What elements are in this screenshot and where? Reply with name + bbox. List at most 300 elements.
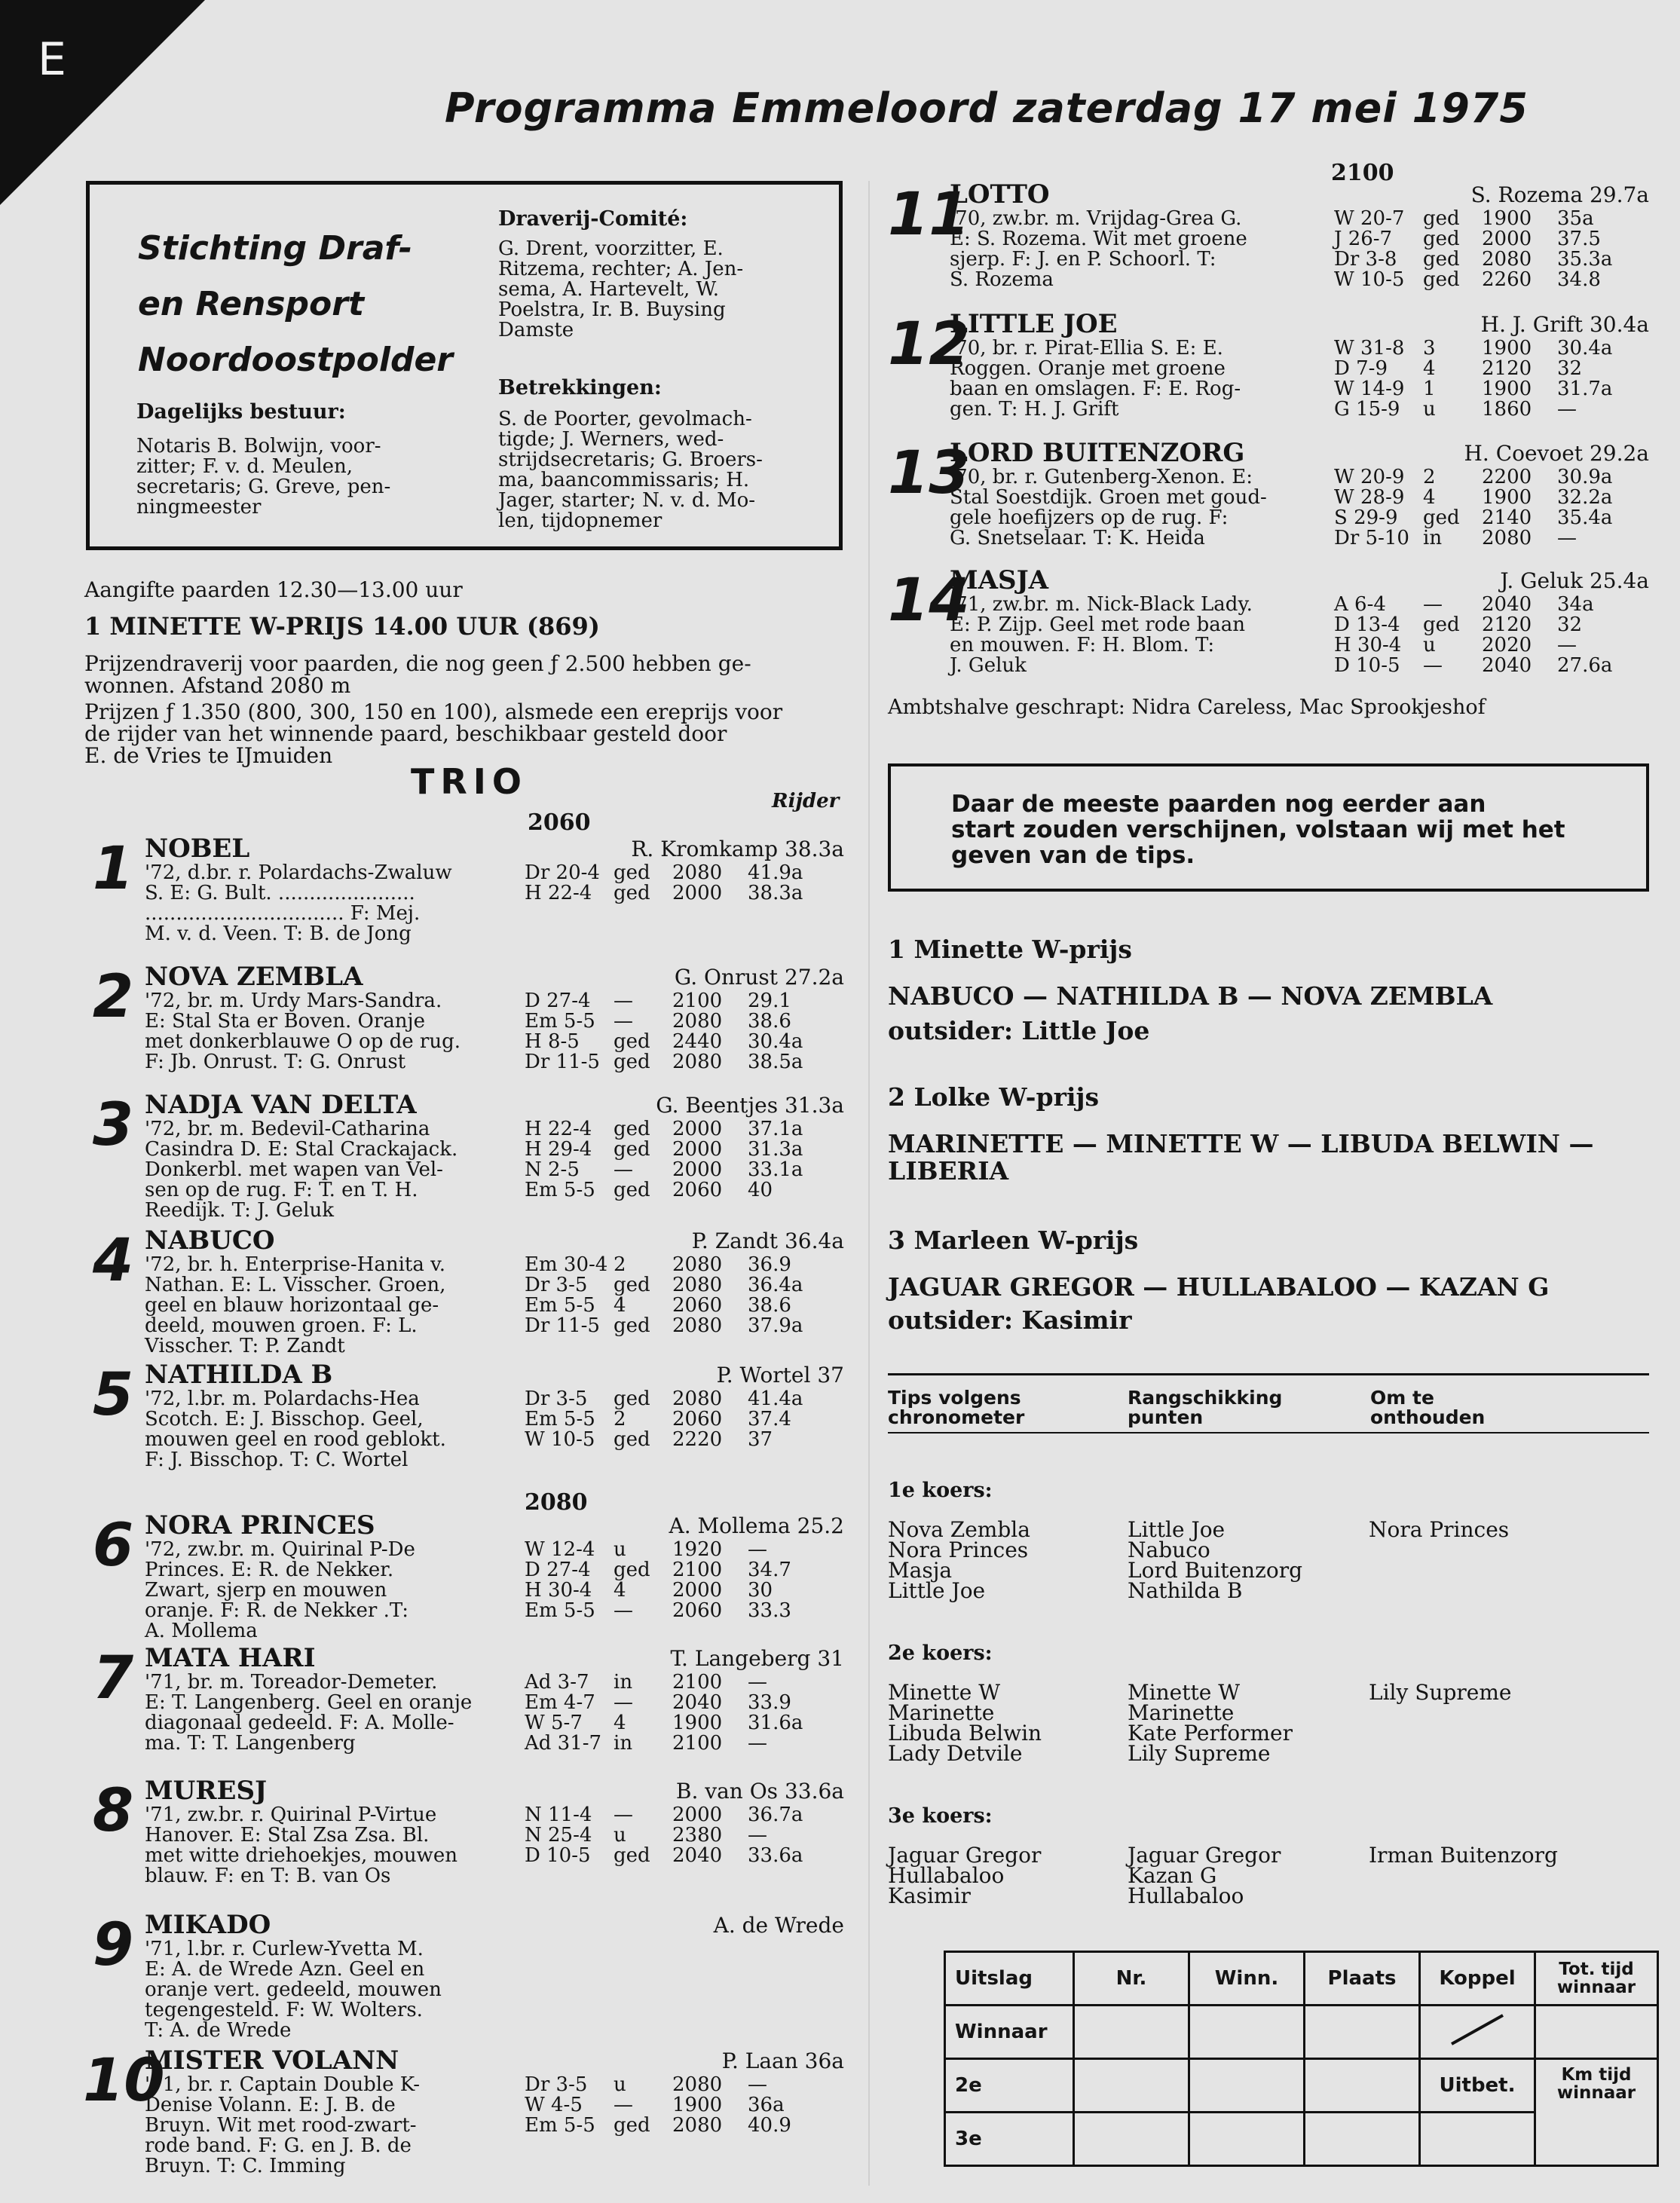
performance-cell: ged xyxy=(614,1118,650,1140)
performance-cell: 2060 xyxy=(672,1179,723,1201)
tip-horse: Kate Performer xyxy=(1128,1721,1293,1746)
tip-horse: Nathilda B xyxy=(1128,1578,1243,1603)
performance-cell: 2060 xyxy=(672,1599,723,1622)
description-line: F: Jb. Onrust. T: G. Onrust xyxy=(145,1051,406,1073)
performance-cell: 2080 xyxy=(672,861,723,884)
horse-performances xyxy=(1334,338,1651,420)
tip-horse: Lily Supreme xyxy=(1369,1680,1512,1705)
performance-cell: W 14-9 xyxy=(1334,378,1405,400)
koers-chrono-list xyxy=(888,1519,1030,1601)
performance-cell: ged xyxy=(1423,613,1460,636)
page-fold xyxy=(868,181,870,2186)
performance-cell: D 10-5 xyxy=(1334,654,1400,677)
performance-cell: W 20-9 xyxy=(1334,466,1405,488)
performance-cell: 2060 xyxy=(672,1408,723,1430)
performance-cell: 1900 xyxy=(1482,378,1532,400)
performance-cell: Dr 20-4 xyxy=(525,861,600,884)
description-line: Hanover. E: Stal Zsa Zsa. Bl. xyxy=(145,1824,430,1847)
horse-rider: H. Coevoet 29.2a xyxy=(1464,441,1649,466)
performance-cell: 38.3a xyxy=(748,882,803,904)
performance-cell: 33.6a xyxy=(748,1844,803,1867)
performance-row xyxy=(525,1275,841,1296)
performance-row xyxy=(1334,270,1651,290)
performance-cell: A 6-4 xyxy=(1334,593,1386,616)
betrekkingen-heading: Betrekkingen: xyxy=(498,376,662,399)
horse-name: NABUCO xyxy=(145,1225,275,1256)
description-line: '70, br. r. Pirat-Ellia S. E: E. xyxy=(950,337,1223,360)
horse-name: LITTLE JOE xyxy=(950,309,1118,339)
performance-cell: ged xyxy=(614,1428,650,1451)
ambtshalve-note: Ambtshalve geschrapt: Nidra Careless, Mac Sprookjeshof xyxy=(888,696,1486,719)
performance-cell: u xyxy=(614,1824,626,1847)
tip-horse: Irman Buitenzorg xyxy=(1369,1843,1558,1868)
horse-name: MATA HARI xyxy=(145,1643,316,1673)
performance-cell: Dr 3-5 xyxy=(525,1388,588,1410)
performance-row xyxy=(525,1560,841,1580)
performance-cell: — xyxy=(1423,654,1443,677)
performance-cell: 2120 xyxy=(1482,613,1532,636)
horse-rider: J. Geluk 25.4a xyxy=(1500,568,1649,593)
performance-cell: 34.7 xyxy=(748,1559,791,1581)
race1-title: 1 MINETTE W-PRIJS 14.00 UUR (869) xyxy=(84,612,600,641)
performance-cell: 2380 xyxy=(672,1824,723,1847)
performance-cell: 2080 xyxy=(672,1274,723,1296)
cell-empty xyxy=(1305,2059,1420,2113)
performance-cell: 2000 xyxy=(672,1804,723,1826)
description-line: F: J. Bisschop. T: C. Wortel xyxy=(145,1449,409,1471)
tip-horse: Minette W xyxy=(888,1680,1000,1705)
performance-cell: 2 xyxy=(614,1253,626,1276)
koers-punten-list xyxy=(1128,1845,1281,1906)
performance-row xyxy=(525,1733,841,1754)
performance-row xyxy=(1334,209,1651,229)
performance-cell: ged xyxy=(1423,506,1460,529)
description-line: '72, br. m. Bedevil-Catharina xyxy=(145,1118,430,1140)
performance-cell: 1 xyxy=(1423,378,1436,400)
performance-row xyxy=(1334,229,1651,249)
koers-onthouden-list xyxy=(1369,1843,1558,1868)
performance-cell: 37.4 xyxy=(748,1408,791,1430)
horse-performances xyxy=(525,1540,841,1621)
performance-row xyxy=(525,1032,841,1052)
performance-cell: u xyxy=(1423,398,1436,421)
col-koppel: Koppel xyxy=(1420,1952,1535,2006)
performance-cell: 37.1a xyxy=(748,1118,803,1140)
performance-row xyxy=(525,1409,841,1430)
cell-empty xyxy=(1305,2006,1420,2059)
performance-cell: 2080 xyxy=(672,1314,723,1337)
cell-empty xyxy=(1189,2006,1305,2059)
performance-cell: 31.7a xyxy=(1557,378,1613,400)
horse-rider: P. Wortel 37 xyxy=(716,1363,844,1388)
bestuur-heading: Dagelijks bestuur: xyxy=(136,400,346,424)
koers-chrono-list xyxy=(888,1845,1041,1906)
performance-cell: ged xyxy=(1423,248,1460,271)
description-line: '72, d.br. r. Polardachs-Zwaluw xyxy=(145,861,452,884)
column-onthouden: Om te onthouden xyxy=(1370,1387,1486,1428)
performance-row xyxy=(1334,528,1651,549)
description-line: rode band. F: G. en J. B. de xyxy=(145,2134,412,2157)
tips-notice-line: geven van de tips. xyxy=(951,842,1195,869)
performance-cell: Em 5-5 xyxy=(525,2114,595,2137)
description-line: '70, zw.br. m. Vrijdag-Grea G. xyxy=(950,207,1242,230)
race1-prizes: Prijzen ƒ 1.350 (800, 300, 150 en 100), alsmede een ereprijs voor de rijder van het winnende paard, beschikbaar gesteld door E. de Vries te IJmuiden xyxy=(84,699,783,768)
col-plaats: Plaats xyxy=(1305,1952,1420,2006)
col-tot-tijd: Tot. tijd winnaar xyxy=(1535,1952,1658,2006)
performance-cell: ged xyxy=(614,1314,650,1337)
horse-description xyxy=(145,1389,446,1470)
performance-cell: W 31-8 xyxy=(1334,337,1405,360)
tip-horse: Minette W xyxy=(1128,1680,1240,1705)
performance-cell: H 30-4 xyxy=(525,1579,592,1602)
performance-cell: 2080 xyxy=(672,1388,723,1410)
description-line: diagonaal gedeeld. F: A. Molle- xyxy=(145,1712,454,1734)
performance-cell: 38.5a xyxy=(748,1051,803,1073)
horse-number: 8 xyxy=(92,1777,134,1845)
performance-row xyxy=(525,1580,841,1601)
performance-cell: 37 xyxy=(748,1428,773,1451)
tip-horse: Nova Zembla xyxy=(888,1517,1030,1542)
horse-number: 11 xyxy=(888,181,970,249)
description-line: met witte driehoekjes, mouwen xyxy=(145,1844,457,1867)
performance-row xyxy=(525,2075,841,2095)
performance-cell: — xyxy=(1423,593,1443,616)
performance-cell: D 27-4 xyxy=(525,990,591,1012)
horse-number: 5 xyxy=(92,1361,134,1429)
performance-cell: 40.9 xyxy=(748,2114,791,2137)
tip-horse: Jaguar Gregor xyxy=(888,1843,1042,1868)
description-line: Roggen. Oranje met groene xyxy=(950,357,1226,380)
horse-name: MISTER VOLANN xyxy=(145,2045,399,2076)
performance-cell: 2040 xyxy=(1482,654,1532,677)
description-line: geel en blauw horizontaal ge- xyxy=(145,1294,439,1317)
performance-cell: 2080 xyxy=(672,2073,723,2096)
description-line: Bruyn. Wit met rood-zwart- xyxy=(145,2114,417,2137)
description-line: '71, l.br. r. Curlew-Yvetta M. xyxy=(145,1938,424,1960)
horse-number: 4 xyxy=(92,1227,134,1295)
betrekkingen-text: S. de Poorter, gevolmach- tigde; J. Werners, wed- strijdsecretaris; G. Broers- ma, baancommissaris; H. Jager, starter; N. v. d. Mo- len, tijdopnemer xyxy=(498,408,763,532)
performance-cell: — xyxy=(748,2073,767,2096)
performance-cell: 2120 xyxy=(1482,357,1532,380)
performance-cell: Dr 3-5 xyxy=(525,2073,588,2096)
tip-horse: Little Joe xyxy=(888,1578,986,1603)
performance-cell: 4 xyxy=(1423,357,1436,380)
performance-cell: W 4-5 xyxy=(525,2094,583,2116)
horse-performances xyxy=(525,2075,841,2136)
performance-cell: 30.9a xyxy=(1557,466,1613,488)
performance-cell: 2080 xyxy=(1482,248,1532,271)
tip-race2-picks: LIBERIA xyxy=(888,1156,1009,1186)
description-line: J. Geluk xyxy=(950,654,1027,677)
tip-horse: Lady Detvile xyxy=(888,1741,1023,1766)
performance-cell: 1900 xyxy=(1482,337,1532,360)
performance-row xyxy=(525,1693,841,1713)
performance-cell: 3 xyxy=(1423,337,1436,360)
performance-cell: D 27-4 xyxy=(525,1559,591,1581)
organisation-box xyxy=(86,181,843,550)
performance-cell: ged xyxy=(614,1030,650,1053)
horse-number: 7 xyxy=(92,1645,134,1712)
horse-performances xyxy=(525,991,841,1072)
horse-rider: A. Mollema 25.2 xyxy=(669,1513,844,1538)
description-line: G. Snetselaar. T: K. Heida xyxy=(950,527,1205,549)
horse-rider: G. Beentjes 31.3a xyxy=(656,1093,844,1118)
description-line: '71, zw.br. m. Nick-Black Lady. xyxy=(950,593,1253,616)
performance-cell: Dr 3-8 xyxy=(1334,248,1397,271)
performance-row xyxy=(525,1011,841,1032)
performance-cell: 2020 xyxy=(1482,634,1532,656)
tip-horse: Lord Buitenzorg xyxy=(1128,1558,1302,1583)
description-line: E: P. Zijp. Geel met rode baan xyxy=(950,613,1246,636)
horse-name: MIKADO xyxy=(145,1910,271,1940)
performance-cell: D 13-4 xyxy=(1334,613,1400,636)
horse-description xyxy=(145,1119,457,1221)
performance-cell: — xyxy=(614,1158,633,1181)
performance-cell: — xyxy=(748,1538,767,1561)
performance-row xyxy=(1334,249,1651,270)
performance-row xyxy=(525,1160,841,1180)
description-line: Casindra D. E: Stal Crackajack. xyxy=(145,1138,458,1161)
performance-cell: ged xyxy=(614,1844,650,1867)
performance-cell: u xyxy=(614,2073,626,2096)
horse-number: 13 xyxy=(888,439,970,507)
corner-tab xyxy=(0,0,205,205)
performance-cell: — xyxy=(614,1804,633,1826)
performance-cell: W 10-5 xyxy=(1334,268,1405,291)
performance-row xyxy=(1334,508,1651,528)
performance-row xyxy=(525,1540,841,1560)
horse-name: MURESJ xyxy=(145,1776,268,1806)
tip-horse: Nora Princes xyxy=(888,1538,1029,1562)
performance-cell: 2140 xyxy=(1482,506,1532,529)
performance-cell: ged xyxy=(614,1138,650,1161)
performance-cell: u xyxy=(1423,634,1436,656)
performance-row xyxy=(1334,656,1651,676)
performance-cell: 2080 xyxy=(672,1010,723,1033)
col-winn: Winn. xyxy=(1189,1952,1305,2006)
performance-cell: 2100 xyxy=(672,1732,723,1755)
aangifte-line: Aangifte paarden 12.30—13.00 uur xyxy=(84,577,463,602)
performance-row xyxy=(1334,359,1651,379)
performance-cell: 36.9 xyxy=(748,1253,791,1276)
description-line: '71, br. r. Captain Double K- xyxy=(145,2073,421,2096)
column-chronometer: Tips volgens chronometer xyxy=(888,1387,1025,1428)
performance-row xyxy=(1334,488,1651,508)
performance-cell: — xyxy=(748,1671,767,1694)
performance-cell: 2000 xyxy=(672,1158,723,1181)
performance-row xyxy=(525,2116,841,2136)
performance-cell: D 7-9 xyxy=(1334,357,1388,380)
performance-cell: H 8-5 xyxy=(525,1030,580,1053)
slash-mark xyxy=(1440,2011,1515,2048)
horse-name: NOBEL xyxy=(145,834,250,864)
performance-row xyxy=(1334,338,1651,359)
horse-description xyxy=(950,209,1247,290)
performance-cell: 38.6 xyxy=(748,1010,791,1033)
tip-race3-heading: 3 Marleen W-prijs xyxy=(888,1225,1139,1255)
performance-cell: N 2-5 xyxy=(525,1158,580,1181)
comite-text: G. Drent, voorzitter, E. Ritzema, rechter; A. Jen- sema, A. Hartevelt, W. Poelstra, Ir. B. Buysing Damste xyxy=(498,237,744,341)
tip-horse: Marinette xyxy=(888,1700,995,1725)
performance-cell: — xyxy=(614,2094,633,2116)
description-line: deeld, mouwen groen. F: L. xyxy=(145,1314,418,1337)
horse-rider: T. Langeberg 31 xyxy=(670,1646,844,1671)
performance-cell: in xyxy=(614,1732,633,1755)
tip-horse: Kazan G xyxy=(1128,1863,1217,1888)
performance-row xyxy=(525,1180,841,1201)
horse-description xyxy=(950,467,1267,549)
comite-heading: Draverij-Comité: xyxy=(498,207,688,231)
tip-horse: Lily Supreme xyxy=(1128,1741,1271,1766)
horse-rider: G. Onrust 27.2a xyxy=(674,965,844,990)
performance-cell: ged xyxy=(1423,228,1460,250)
horse-description xyxy=(145,1672,472,1754)
tip-horse: Jaguar Gregor xyxy=(1128,1843,1281,1868)
performance-cell: S 29-9 xyxy=(1334,506,1398,529)
performance-row xyxy=(525,1672,841,1693)
koers-label: 3e koers: xyxy=(888,1804,993,1828)
horse-description xyxy=(145,863,452,944)
divider xyxy=(888,1432,1649,1433)
description-line: '72, zw.br. m. Quirinal P-De xyxy=(145,1538,415,1561)
description-line: sjerp. F: J. en P. Schoorl. T: xyxy=(950,248,1216,271)
tip-race1-outsider: outsider: Little Joe xyxy=(888,1016,1150,1045)
horse-performances xyxy=(525,1119,841,1201)
performance-row xyxy=(525,1140,841,1160)
tip-horse: Masja xyxy=(888,1558,953,1583)
performance-cell: 36.7a xyxy=(748,1804,803,1826)
horse-name: NADJA VAN DELTA xyxy=(145,1090,417,1120)
tip-horse: Hullabaloo xyxy=(1128,1883,1244,1908)
performance-cell: 2220 xyxy=(672,1428,723,1451)
description-line: M. v. d. Veen. T: B. de Jong xyxy=(145,923,412,945)
performance-cell: Em 5-5 xyxy=(525,1010,595,1033)
horse-description xyxy=(145,1805,457,1886)
row-3e: 3e xyxy=(945,2113,1074,2166)
performance-cell: — xyxy=(1557,634,1577,656)
col-uitslag: Uitslag xyxy=(945,1952,1074,2006)
horse-description xyxy=(145,1939,442,2041)
performance-cell: H 30-4 xyxy=(1334,634,1402,656)
performance-cell: 27.6a xyxy=(1557,654,1613,677)
performance-cell: G 15-9 xyxy=(1334,398,1400,421)
horse-performances xyxy=(525,1255,841,1336)
performance-cell: 41.9a xyxy=(748,861,803,884)
performance-cell: 2100 xyxy=(672,1559,723,1581)
distance-2060: 2060 xyxy=(528,809,591,836)
horse-name: MASJA xyxy=(950,565,1049,595)
organisation-name: Stichting Draf- en Rensport Noordoostpolder xyxy=(138,229,453,379)
performance-cell: H 22-4 xyxy=(525,1118,592,1140)
performance-cell: H 22-4 xyxy=(525,882,592,904)
distance-2100: 2100 xyxy=(1331,160,1394,186)
tips-notice-line: start zouden verschijnen, volstaan wij met het xyxy=(951,816,1565,843)
performance-cell: 29.1 xyxy=(748,990,791,1012)
description-line: Scotch. E: J. Bisschop. Geel, xyxy=(145,1408,424,1430)
trio-heading: TRIO xyxy=(411,761,528,802)
description-line: Bruyn. T: C. Imming xyxy=(145,2155,346,2177)
description-line: gele hoefijzers op de rug. F: xyxy=(950,506,1229,529)
performance-cell: 2080 xyxy=(672,1051,723,1073)
performance-cell: ged xyxy=(614,1179,650,1201)
horse-performances xyxy=(525,863,841,904)
performance-cell: 2 xyxy=(1423,466,1436,488)
horse-name: NATHILDA B xyxy=(145,1360,333,1390)
performance-cell: 2060 xyxy=(672,1294,723,1317)
col-nr: Nr. xyxy=(1074,1952,1189,2006)
page-title: Programma Emmeloord zaterdag 17 mei 1975 xyxy=(445,84,1529,132)
performance-cell: 2080 xyxy=(672,1253,723,1276)
performance-cell: — xyxy=(1557,398,1577,421)
performance-row xyxy=(525,1255,841,1275)
performance-cell: ged xyxy=(614,2114,650,2137)
performance-cell: 33.1a xyxy=(748,1158,803,1181)
performance-row xyxy=(525,1296,841,1316)
horse-description xyxy=(145,1255,445,1357)
horse-performances xyxy=(525,1672,841,1754)
performance-cell: 1900 xyxy=(1482,207,1532,230)
performance-cell: J 26-7 xyxy=(1334,228,1393,250)
performance-cell: 38.6 xyxy=(748,1294,791,1317)
performance-cell: W 28-9 xyxy=(1334,486,1405,509)
performance-cell: — xyxy=(614,1599,633,1622)
description-line: Reedijk. T: J. Geluk xyxy=(145,1199,334,1222)
performance-cell: N 25-4 xyxy=(525,1824,592,1847)
performance-cell: 32.2a xyxy=(1557,486,1613,509)
koers-onthouden-list xyxy=(1369,1519,1509,1540)
performance-cell: Ad 31-7 xyxy=(525,1732,602,1755)
performance-row xyxy=(1334,467,1651,488)
performance-row xyxy=(525,1052,841,1072)
performance-row xyxy=(525,1601,841,1621)
performance-cell: 2440 xyxy=(672,1030,723,1053)
description-line: E: S. Rozema. Wit met groene xyxy=(950,228,1247,250)
performance-cell: 32 xyxy=(1557,357,1583,380)
performance-row xyxy=(1334,399,1651,420)
performance-cell: 41.4a xyxy=(748,1388,803,1410)
tip-race3-outsider: outsider: Kasimir xyxy=(888,1305,1132,1335)
koers-punten-list xyxy=(1128,1682,1293,1764)
performance-row xyxy=(525,1119,841,1140)
result-table xyxy=(944,1951,1659,2167)
performance-cell: H 29-4 xyxy=(525,1138,592,1161)
description-line: Denise Volann. E: J. B. de xyxy=(145,2094,396,2116)
koers-label: 1e koers: xyxy=(888,1479,993,1502)
performance-cell: 37.5 xyxy=(1557,228,1601,250)
performance-row xyxy=(525,1430,841,1450)
description-line: Donkerbl. met wapen van Vel- xyxy=(145,1158,443,1181)
description-line: S. Rozema xyxy=(950,268,1054,291)
performance-cell: 31.6a xyxy=(748,1712,803,1734)
divider xyxy=(888,1373,1649,1375)
performance-cell: 1920 xyxy=(672,1538,723,1561)
tip-horse: Hullabaloo xyxy=(888,1863,1005,1888)
performance-cell: — xyxy=(748,1732,767,1755)
performance-row xyxy=(525,883,841,904)
performance-row xyxy=(1334,595,1651,615)
performance-cell: Em 5-5 xyxy=(525,1294,595,1317)
cell-empty xyxy=(1420,2113,1535,2166)
description-line: oranje. F: R. de Nekker .T: xyxy=(145,1599,409,1622)
performance-cell: N 11-4 xyxy=(525,1804,592,1826)
horse-rider: H. J. Grift 30.4a xyxy=(1480,312,1649,337)
performance-cell: 2000 xyxy=(672,1118,723,1140)
performance-cell: Dr 3-5 xyxy=(525,1274,588,1296)
horse-number: 9 xyxy=(92,1911,134,1979)
description-line: '72, br. m. Urdy Mars-Sandra. xyxy=(145,990,442,1012)
performance-cell: 37.9a xyxy=(748,1314,803,1337)
performance-cell: 31.3a xyxy=(748,1138,803,1161)
